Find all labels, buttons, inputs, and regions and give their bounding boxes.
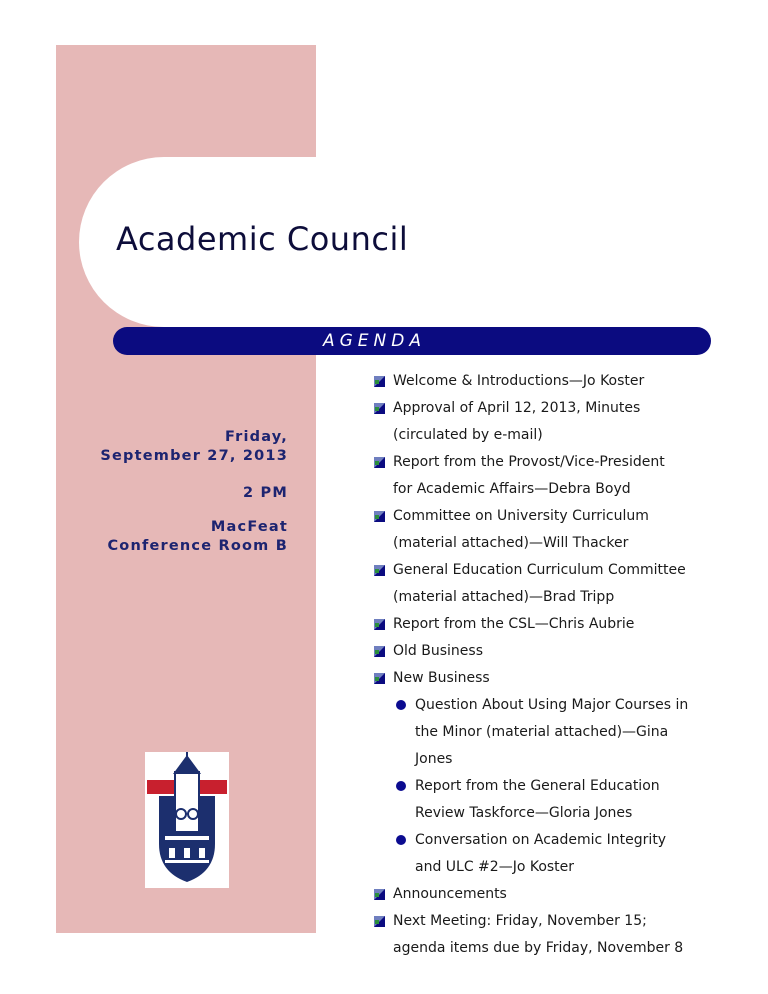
- agenda-item-text: Report from the Provost/Vice-President: [393, 454, 665, 470]
- agenda-item-text: Review Taskforce—Gloria Jones: [415, 805, 633, 821]
- agenda-item: [374, 557, 754, 611]
- meeting-day: Friday,: [224, 429, 288, 445]
- agenda-item: [374, 665, 754, 692]
- meeting-time: 2 PM: [243, 485, 288, 501]
- page-title: Academic Council: [116, 220, 409, 258]
- agenda-item-text: Report from the CSL—Chris Aubrie: [393, 616, 635, 632]
- agenda-list: [374, 368, 754, 962]
- agenda-item-text: (circulated by e-mail): [393, 427, 543, 443]
- agenda-item-text: Next Meeting: Friday, November 15;: [393, 913, 647, 929]
- square-bullet-icon: [374, 376, 385, 387]
- agenda-item-text: Question About Using Major Courses in: [415, 697, 689, 713]
- agenda-item-text: (material attached)—Brad Tripp: [393, 589, 615, 605]
- square-bullet-icon: [374, 916, 385, 927]
- university-crest-icon: [145, 752, 229, 888]
- square-bullet-icon: [374, 457, 385, 468]
- agenda-subitem: [374, 692, 754, 773]
- agenda-item-text: Committee on University Curriculum: [393, 508, 649, 524]
- agenda-item: [374, 611, 754, 638]
- agenda-item-text: (material attached)—Will Thacker: [393, 535, 629, 551]
- agenda-item: [374, 449, 754, 503]
- agenda-item: [374, 503, 754, 557]
- agenda-item: [374, 395, 754, 449]
- agenda-subitem: [374, 773, 754, 827]
- meeting-location: [107, 518, 288, 556]
- round-bullet-icon: [396, 835, 406, 845]
- location-building: MacFeat: [210, 519, 288, 535]
- agenda-item-text: General Education Curriculum Committee: [393, 562, 686, 578]
- agenda-item-text: and ULC #2—Jo Koster: [415, 859, 575, 875]
- agenda-item: [374, 881, 754, 908]
- meeting-date: [100, 428, 288, 466]
- square-bullet-icon: [374, 403, 385, 414]
- agenda-item-text: New Business: [393, 670, 490, 686]
- agenda-item: [374, 368, 754, 395]
- agenda-item-text: Conversation on Academic Integrity: [415, 832, 667, 848]
- location-room: Conference Room B: [107, 538, 288, 554]
- agenda-subitem: [374, 827, 754, 881]
- agenda-item-text: Report from the General Education: [415, 778, 660, 794]
- square-bullet-icon: [374, 889, 385, 900]
- square-bullet-icon: [374, 619, 385, 630]
- square-bullet-icon: [374, 511, 385, 522]
- round-bullet-icon: [396, 700, 406, 710]
- agenda-item-text: Jones: [415, 751, 453, 767]
- meeting-full-date: September 27, 2013: [100, 448, 288, 464]
- agenda-item: [374, 638, 754, 665]
- agenda-item-text: the Minor (material attached)—Gina: [415, 724, 669, 740]
- agenda-item-text: Welcome & Introductions—Jo Koster: [393, 373, 645, 389]
- square-bullet-icon: [374, 646, 385, 657]
- agenda-item: [374, 908, 754, 962]
- agenda-item-text: agenda items due by Friday, November 8: [393, 940, 684, 956]
- square-bullet-icon: [374, 673, 385, 684]
- agenda-item-text: for Academic Affairs—Debra Boyd: [393, 481, 631, 497]
- agenda-item-text: Announcements: [393, 886, 507, 902]
- agenda-item-text: Old Business: [393, 643, 483, 659]
- agenda-label: AGENDA: [323, 331, 426, 351]
- square-bullet-icon: [374, 565, 385, 576]
- agenda-item-text: Approval of April 12, 2013, Minutes: [393, 400, 641, 416]
- round-bullet-icon: [396, 781, 406, 791]
